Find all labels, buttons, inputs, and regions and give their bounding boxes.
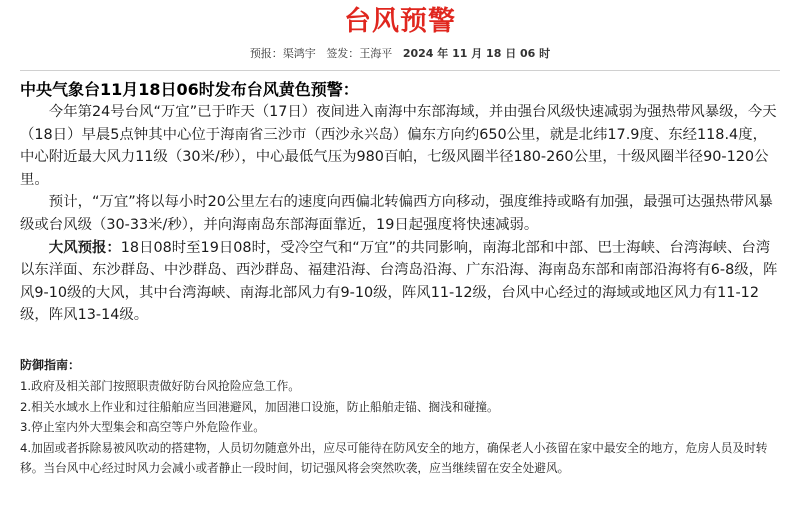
issuer-label: 签发：: [326, 47, 360, 60]
page-title: 台风预警: [344, 6, 456, 37]
defense-item: 3.停止室内外大型集会和高空等户外危险作业。: [20, 420, 265, 435]
forecaster-name: 渠鸿宇: [282, 47, 316, 60]
header-divider: [20, 70, 780, 71]
warning-headline: 中央气象台11月18日06时发布台风黄色预警：: [20, 80, 359, 99]
meta-line: [20, 44, 780, 64]
paragraph-current-status: 今年第24号台风“万宜”已于昨天（17日）夜间进入南海中东部海域，并由强台风级快速减弱为强热带风暴级，今天（18日）早晨5点钟其中心位于海南省三沙市（西沙永兴岛）偏东方向约650公里，就是北纬17.9度、东经118.4度，中心附近最大风力11级（30米/秒），中心最低气压为980百帕，七级风圈半径180-260公里，十级风圈半径90-120公里。: [20, 104, 777, 188]
defense-guide: [20, 355, 780, 479]
defense-guide-title: 防御指南：: [20, 357, 81, 372]
issue-date: 2024 年 11 月 18 日 06 时: [402, 47, 551, 60]
forecaster-label: 预报：: [249, 47, 283, 60]
wind-forecast-text: 18日08时至19日08时，受冷空气和“万宜”的共同影响，南海北部和中部、巴士海峡、台湾海峡、台湾以东洋面、东沙群岛、中沙群岛、西沙群岛、福建沿海、台湾岛沿海、广东沿海、海南岛东部和南部沿海将有6-8级，阵风9-10级的大风，其中台湾海峡、南海北部风力有9-10级，阵风11-12级，台风中心经过的海域或地区风力有11-12级，阵风13-14级。: [20, 239, 778, 324]
defense-item: 4.加固或者拆除易被风吹动的搭建物，人员切勿随意外出，应尽可能待在防风安全的地方，确保老人小孩留在家中最安全的地方，危房人员及时转移。当台风中心经过时风力会减小或者静止一段时间，切记强风将会突然吹袭，应当继续留在安全处避风。: [20, 440, 768, 476]
defense-item: 2.相关水域水上作业和过往船舶应当回港避风，加固港口设施，防止船舶走锚、搁浅和碰撞。: [20, 399, 499, 414]
issuer-name: 王海平: [359, 47, 393, 60]
paragraph-wind-forecast: [20, 237, 780, 327]
paragraph-forecast: 预计，“万宜”将以每小时20公里左右的速度向西偏北转偏西方向移动，强度维持或略有加强，最强可达强热带风暴级或台风级（30-33米/秒），并向海南岛东部海面靠近，19日起强度将快速减弱。: [20, 194, 773, 233]
wind-forecast-lead: 大风预报：: [48, 239, 121, 256]
defense-item: 1.政府及相关部门按照职责做好防台风抢险应急工作。: [20, 378, 300, 393]
